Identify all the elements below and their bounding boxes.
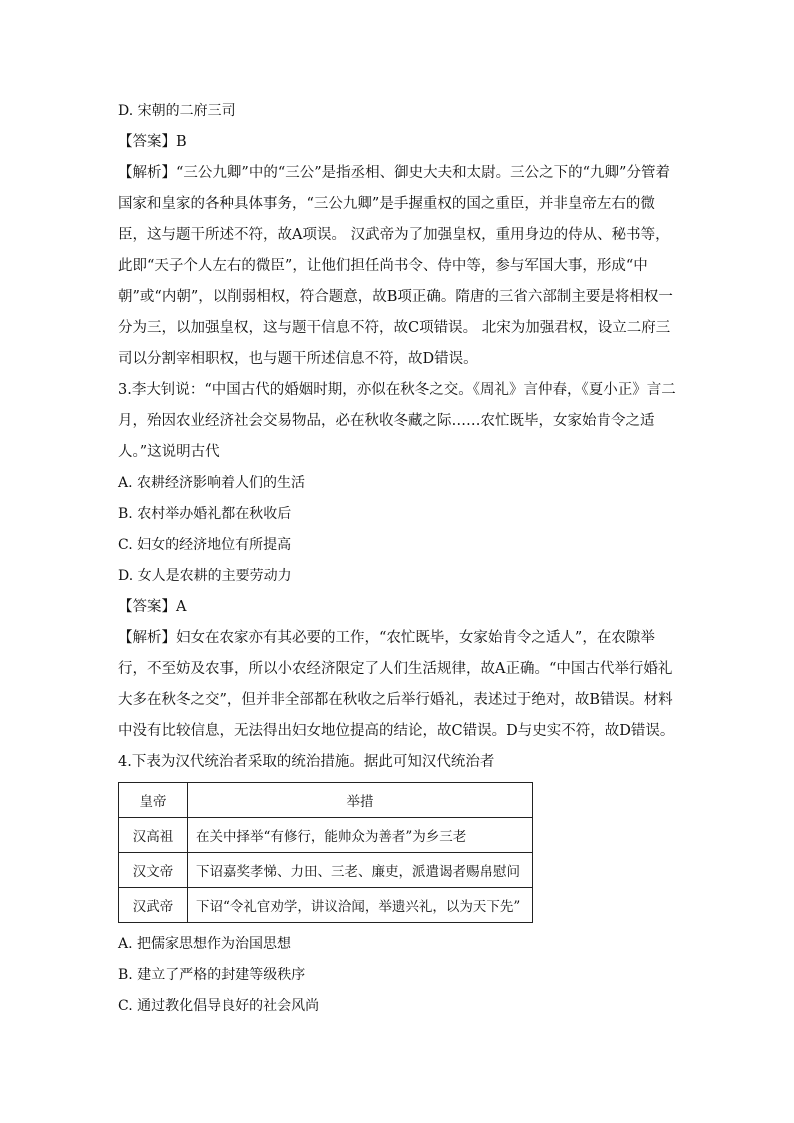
- table-cell-emperor: 汉文帝: [119, 853, 188, 888]
- q4-option-a: A. 把儒家思想作为治国思想: [118, 936, 292, 952]
- q3-stem: 3.李大钊说：“中国古代的婚姻时期，亦似在秋冬之交。《周礼》言仲春，《夏小正》言二月，殆因农业经济社会交易物品，必在秋收冬藏之际……农忙既毕，女家始肯令之适人。”这说明古代: [118, 382, 676, 460]
- table-row: [119, 853, 533, 888]
- q3-option-b: B. 农村举办婚礼都在秋收后: [118, 506, 292, 522]
- q2-option-d: D. 宋朝的二府三司: [118, 103, 236, 119]
- q4-stem: 4.下表为汉代统治者采取的统治措施。据此可知汉代统治者: [118, 754, 495, 770]
- q2-answer: [118, 127, 678, 158]
- table-cell-measure: 下诏嘉奖孝悌、力田、三老、廉吏，派遣谒者赐帛慰问: [188, 853, 533, 888]
- q3-option-a: A. 农耕经济影响着人们的生活: [118, 475, 306, 491]
- document-page: [118, 96, 678, 1022]
- answer-value: B: [176, 134, 187, 150]
- answer-tag: 【答案】: [118, 134, 176, 150]
- q3-option-c: C. 妇女的经济地位有所提高: [118, 537, 292, 553]
- table-header-row: [119, 783, 533, 818]
- analysis-text: 妇女在农家亦有其必要的工作，“农忙既毕，女家始肯令之适人”，在农隙举行，不至妨及农事，所以小农经济限定了人们生活规律，故A正确。“中国古代举行婚礼大多在秋冬之交”，但并非全部都在秋收之后举行婚礼，表述过于绝对，故B错误。材料中没有比较信息，无法得出妇女地位提高的结论，故C错误。D与史实不符，故D错误。: [118, 630, 675, 739]
- analysis-tag: 【解析】: [118, 630, 176, 646]
- table-cell-measure: 在关中择举“有修行，能帅众为善者”为乡三老: [188, 818, 533, 853]
- table-row: [119, 888, 533, 923]
- table-header-measure: 举措: [188, 783, 533, 818]
- q4-option-c: C. 通过教化倡导良好的社会风尚: [118, 998, 320, 1014]
- answer-value: A: [176, 599, 187, 615]
- table-cell-measure: 下诏“令礼官劝学，讲议洽闻，举遗兴礼，以为天下先”: [188, 888, 533, 923]
- analysis-tag: 【解析】: [118, 165, 176, 181]
- q3-option-d: D. 女人是农耕的主要劳动力: [118, 568, 292, 584]
- analysis-text: “三公九卿”中的“三公”是指丞相、御史大夫和太尉。三公之下的“九卿”分管着国家和皇家的各种具体事务，“三公九卿”是手握重权的国之重臣，并非皇帝左右的微臣，这与题干所述不符，故A项误。 汉武帝为了加强皇权，重用身边的侍从、秘书等，此即“天子个人左右的微臣”，让他们担任尚书令、侍中等，参与军国大事，形成“中朝”或“内朝”，以削弱相权，符合题意，故B项正确。隋唐的三省六部制主要是将相权一分为三，以加强皇权，这与题干信息不符，故C项错误。 北宋为加强君权，设立二府三司以分割宰相职权，也与题干所述信息不符，故D错误。: [118, 165, 673, 367]
- answer-tag: 【答案】: [118, 599, 176, 615]
- table-cell-emperor: 汉高祖: [119, 818, 188, 853]
- q3-answer: [118, 592, 678, 623]
- table-cell-emperor: 汉武帝: [119, 888, 188, 923]
- q4-option-b: B. 建立了严格的封建等级秩序: [118, 967, 306, 983]
- q4-table: [118, 782, 533, 923]
- q2-analysis: [118, 158, 678, 375]
- table-row: [119, 818, 533, 853]
- table-header-emperor: 皇帝: [119, 783, 188, 818]
- q3-analysis: [118, 623, 678, 747]
